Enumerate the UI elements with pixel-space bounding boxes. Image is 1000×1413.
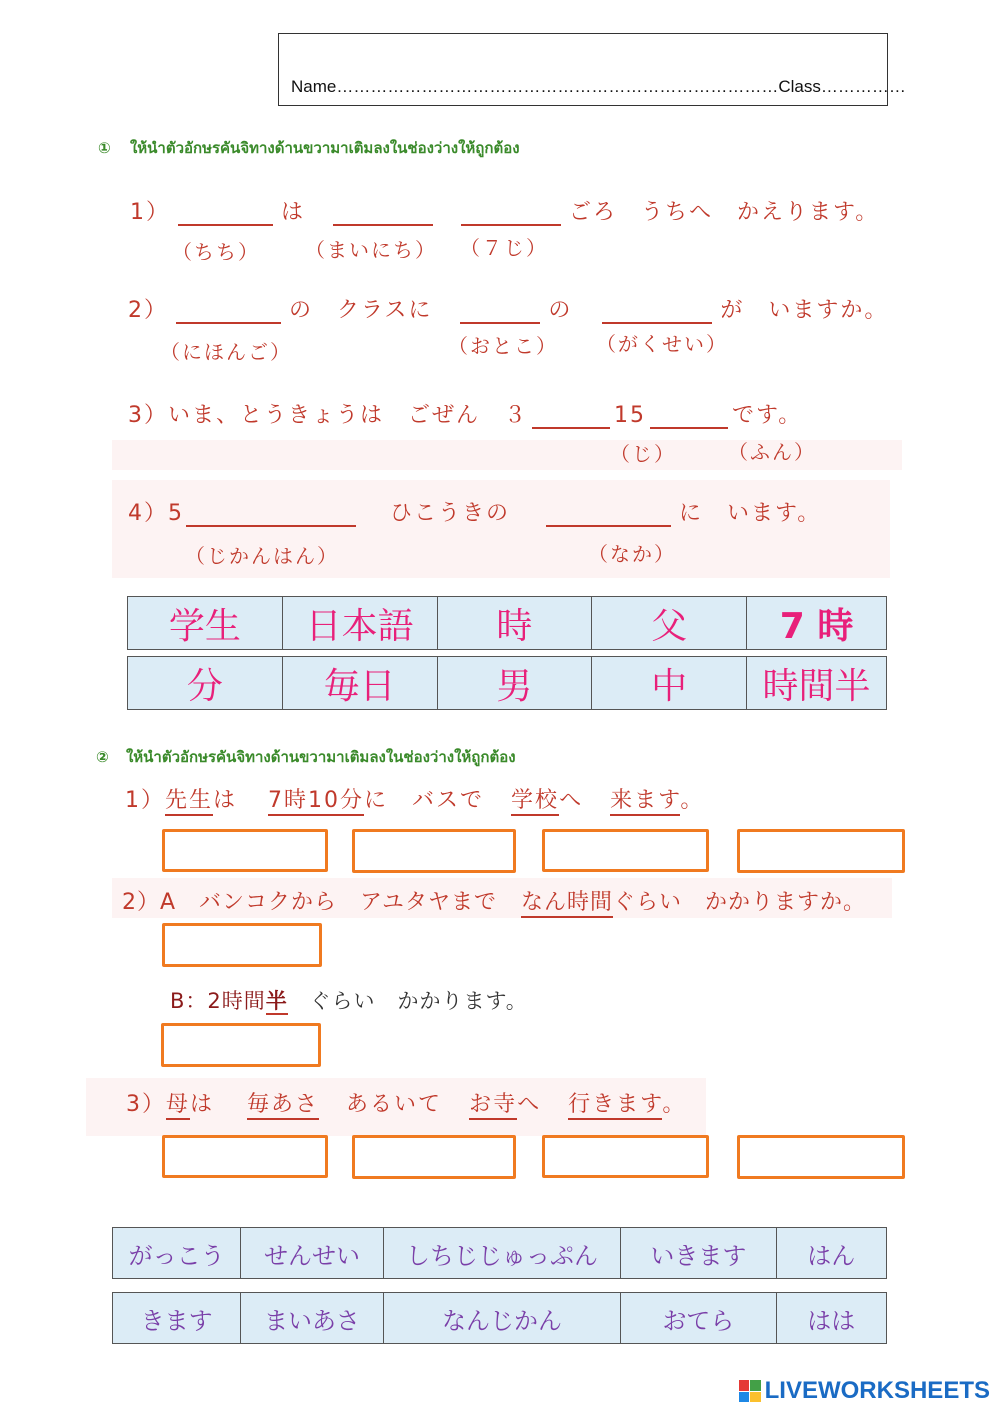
kanji-cell[interactable]: 7 時 <box>747 597 887 650</box>
kanji-cell[interactable]: 父 <box>592 597 747 650</box>
s2q2a-text-1: ぐらい かかりますか。 <box>612 890 866 915</box>
q3-blank-1 <box>532 407 610 429</box>
q1-blank-1 <box>178 204 273 226</box>
q1-hint-2: （まいにち） <box>305 238 437 262</box>
q1-blank-2 <box>333 204 433 226</box>
answer-box[interactable] <box>737 1135 905 1179</box>
section2-number: ② <box>96 748 109 766</box>
q1-hint-1: （ちち） <box>172 240 260 264</box>
s2q1-text-1: は <box>213 788 238 813</box>
kana-cell[interactable]: なんじかん <box>383 1293 621 1344</box>
q2-text-2: の <box>548 298 573 323</box>
q2-hint-3: （がくせい） <box>596 332 728 356</box>
kana-cell[interactable]: せんせい <box>241 1228 383 1279</box>
section1-number: ① <box>98 139 111 157</box>
kanji-cell[interactable]: 学生 <box>128 597 283 650</box>
s2q3-word-3: お寺 <box>469 1092 517 1120</box>
s2q3-text-2: あるいて <box>346 1092 443 1117</box>
s1-question-4 <box>128 496 821 527</box>
q2-blank-3 <box>602 302 712 324</box>
q2-hint-2: （おとこ） <box>448 334 558 358</box>
q3-mid: 15 <box>614 403 646 428</box>
s2q2a-word-1: なん時間 <box>521 890 613 918</box>
kana-table-row2 <box>112 1292 887 1344</box>
q3-blank-2 <box>650 407 728 429</box>
s1-question-2 <box>128 293 888 324</box>
s2-question-2b <box>170 985 528 1015</box>
kana-cell[interactable]: しちじじゅっぷん <box>383 1228 621 1279</box>
q2-blank-1 <box>176 302 281 324</box>
q2-blank-2 <box>460 302 540 324</box>
s2q3-text-4: 。 <box>662 1092 687 1117</box>
s2q3-text-1: は <box>190 1092 215 1117</box>
kanji-cell[interactable]: 分 <box>128 657 283 710</box>
q1-hint-3: （７じ） <box>460 236 548 260</box>
q3-hint-2: （ふん） <box>728 440 816 464</box>
q1-blank-3 <box>461 204 561 226</box>
q2-text-3: が いますか。 <box>720 298 889 323</box>
s2q3-number: 3） <box>126 1092 166 1117</box>
kanji-cell[interactable]: 中 <box>592 657 747 710</box>
answer-box[interactable] <box>161 1023 321 1067</box>
s2q3-word-1: 母 <box>166 1092 190 1120</box>
kanji-cell[interactable]: 日本語 <box>282 597 437 650</box>
kanji-table-row1 <box>127 596 887 650</box>
q2-hint-1: （にほんご） <box>160 340 292 364</box>
answer-box[interactable] <box>542 829 709 872</box>
q4-blank-1 <box>186 505 356 527</box>
q2-number: 2） <box>128 298 168 323</box>
kana-table-row1 <box>112 1227 887 1279</box>
kanji-cell[interactable]: 時間半 <box>747 657 887 710</box>
answer-box[interactable] <box>737 829 905 873</box>
name-class-line: Name……………………………………………………………………Class…………… <box>291 77 906 96</box>
answer-box[interactable] <box>352 1135 516 1179</box>
q4-text-1: ひこうきの <box>390 501 511 526</box>
s2q1-text-2: に バスで <box>364 788 485 813</box>
s2q3-text-3: へ <box>517 1092 542 1117</box>
s2q1-word-4: 来ます <box>610 788 680 816</box>
answer-box[interactable] <box>162 923 322 967</box>
answer-box[interactable] <box>162 829 328 872</box>
section1-instruction: ให้นำตัวอักษรคันจิทางด้านขวามาเติมลงในช่องว่างให้ถูกต้อง <box>129 139 520 157</box>
logo-text: LIVEWORKSHEETS <box>764 1377 990 1404</box>
kana-cell[interactable]: はは <box>776 1293 887 1344</box>
section1-instruction-row <box>98 136 520 160</box>
q1-text-1: は <box>281 200 306 225</box>
kana-cell[interactable]: おてら <box>621 1293 776 1344</box>
q2-text-1: の クラスに <box>289 298 433 323</box>
q4-number: 4）5 <box>128 501 184 526</box>
s2q1-word-3: 学校 <box>511 788 559 816</box>
liveworksheets-logo <box>739 1377 990 1405</box>
q3-hint-1: （じ） <box>610 442 676 466</box>
s2q1-text-4: 。 <box>680 788 705 813</box>
q4-text-2: に います。 <box>679 501 822 526</box>
s1-question-1 <box>130 195 879 226</box>
kanji-table-row2 <box>127 656 887 710</box>
s2q2b-word-1: 半 <box>265 989 288 1013</box>
q4-blank-2 <box>546 505 671 527</box>
s2q3-word-2: 毎あさ <box>247 1092 319 1120</box>
q4-hint-2: （なか） <box>588 542 676 566</box>
s2-question-1 <box>125 783 704 814</box>
s2q2a-text: 2）A バンコクから アユタヤまで <box>122 890 497 915</box>
q1-text-2: ごろ うちへ かえります。 <box>569 200 880 225</box>
s2q1-text-3: へ <box>559 788 584 813</box>
s1-question-3 <box>128 398 802 429</box>
s2-question-2a <box>122 885 866 916</box>
q3-end: です。 <box>732 403 803 428</box>
s2q1-number: 1） <box>125 788 165 813</box>
kana-cell[interactable]: はん <box>776 1228 887 1279</box>
kana-cell[interactable]: いきます <box>621 1228 776 1279</box>
kana-cell[interactable]: がっこう <box>113 1228 241 1279</box>
logo-mark-icon <box>739 1380 761 1402</box>
kana-cell[interactable]: まいあさ <box>241 1293 383 1344</box>
answer-box[interactable] <box>542 1135 709 1178</box>
q4-hint-1: （じかんはん） <box>185 544 339 568</box>
kana-cell[interactable]: きます <box>113 1293 241 1344</box>
s2q2b-text-1: ぐらい かかります。 <box>309 989 528 1013</box>
kanji-cell[interactable]: 時 <box>437 597 592 650</box>
s2q1-word-2: 7時10分 <box>268 788 364 816</box>
answer-box[interactable] <box>162 1135 328 1178</box>
s2q3-word-4: 行きます <box>568 1092 662 1120</box>
s2q2b-pre: B：2時間 <box>170 989 266 1013</box>
q1-number: 1） <box>130 200 170 225</box>
kanji-cell[interactable]: 男 <box>437 657 592 710</box>
section2-instruction-row <box>96 745 516 769</box>
kanji-cell[interactable]: 毎日 <box>282 657 437 710</box>
section2-instruction: ให้นำตัวอักษรคันจิทางด้านขวามาเติมลงในช่องว่างให้ถูกต้อง <box>125 748 516 766</box>
q3-text: 3）いま、とうきょうは ごぜん ３ <box>128 403 528 428</box>
name-class-box <box>278 33 906 106</box>
s2-question-3 <box>126 1087 686 1118</box>
s2q1-word-1: 先生 <box>165 788 213 816</box>
answer-box[interactable] <box>352 829 516 873</box>
